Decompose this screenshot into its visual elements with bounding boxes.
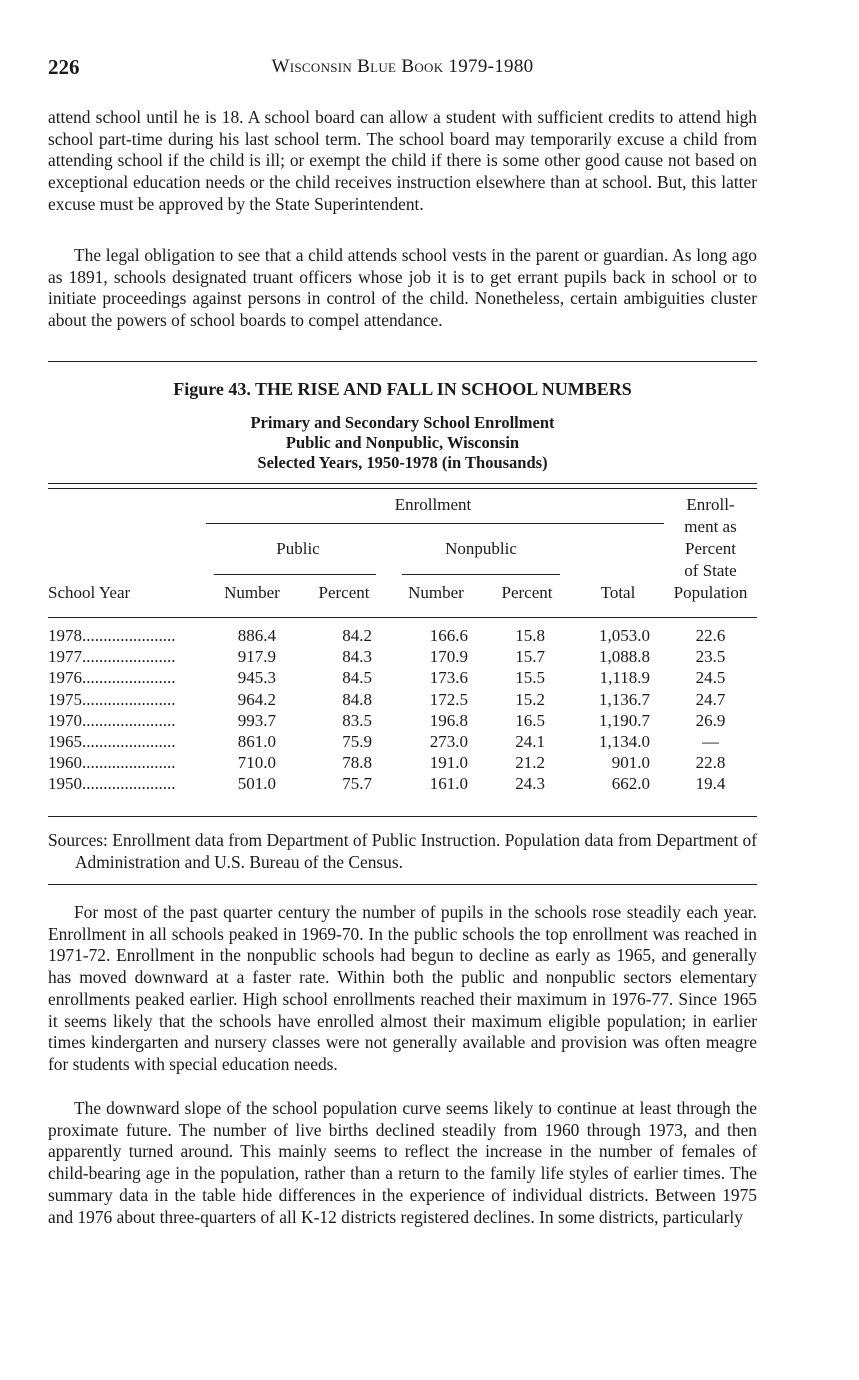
cell-nonpublic-percent: 15.7	[515, 647, 545, 667]
cell-nonpublic-percent: 24.3	[515, 774, 545, 794]
table-row	[48, 667, 757, 688]
header-public: Public	[276, 539, 320, 558]
cell-state-percent: 24.7	[695, 689, 726, 709]
table-row	[48, 625, 757, 646]
header-enroll-pct-line-1: Enroll-	[686, 495, 735, 514]
header-public-number: Number	[224, 583, 280, 602]
body-paragraph-2: The legal obligation to see that a child attends school vests in the parent or guardian. As long ago as 1891, schools designated truant officers whose job it is to get errant pupils back in school or to initiate proceedings against persons in control of the child. Nonetheless, certain ambiguities cluster about the powers of school boards to compel attendance.	[48, 245, 757, 331]
cell-total: 1,118.9	[599, 668, 650, 688]
cell-nonpublic-number: 161.0	[429, 774, 468, 794]
running-title: Wisconsin Blue Book 1979-1980	[271, 56, 534, 77]
cell-nonpublic-number: 273.0	[429, 731, 468, 751]
cell-nonpublic-number: 166.6	[429, 626, 468, 645]
table-row	[48, 773, 757, 794]
body-paragraph-4: The downward slope of the school population curve seems likely to continue at least through the proximate future. The number of live births declined steadily from 1960 through 1973, and then apparently turned around. This mainly seems to reflect the increase in the number of females of child-bearing age in the population, rather than a return to the family life styles of earlier times. The summary data in the table hide differences in the experience of individual districts. Between 1975 and 1976 about three-quarters of all K-12 districts registered declines. In some districts, particularly	[48, 1098, 757, 1227]
header-enroll-pct-line-5: Population	[673, 583, 748, 602]
table-header-rule	[48, 617, 757, 618]
cell-nonpublic-number: 172.5	[429, 689, 468, 709]
cell-public-percent: 83.5	[342, 710, 372, 730]
header-nonpublic-rule	[402, 574, 560, 575]
header-public-rule	[214, 574, 376, 575]
cell-state-percent: 22.6	[695, 626, 726, 645]
cell-public-number: 945.3	[237, 668, 276, 688]
cell-public-number: 710.0	[237, 753, 276, 773]
cell-public-percent: 75.7	[342, 774, 372, 794]
cell-public-percent: 84.8	[342, 689, 372, 709]
table-row	[48, 731, 757, 752]
figure-top-rule	[48, 361, 757, 362]
cell-state-percent: 24.5	[695, 668, 726, 688]
cell-total: 901.0	[611, 753, 650, 773]
header-enrollment: Enrollment	[394, 495, 472, 514]
header-enrollment-percent-state	[664, 494, 757, 604]
cell-year: 1975......................	[48, 689, 176, 709]
cell-nonpublic-percent: 21.2	[515, 753, 545, 773]
cell-nonpublic-number: 173.6	[429, 668, 468, 688]
cell-total: 1,134.0	[599, 731, 650, 751]
cell-year: 1965......................	[48, 731, 176, 751]
cell-nonpublic-number: 170.9	[429, 647, 468, 667]
cell-public-percent: 75.9	[342, 731, 372, 751]
figure-subtitle-line-1: Primary and Secondary School Enrollment	[250, 413, 555, 432]
figure-subtitle	[48, 413, 757, 473]
figure-bottom-rule	[48, 884, 757, 885]
cell-public-number: 917.9	[237, 647, 276, 667]
cell-public-number: 861.0	[237, 731, 276, 751]
table-top-rule-2	[48, 488, 757, 489]
cell-total: 1,136.7	[599, 689, 650, 709]
cell-total: 662.0	[611, 774, 650, 794]
figure-sources: Sources: Enrollment data from Department of Public Instruction. Population data from Department of Administration and U.S. Bureau of the Census.	[48, 830, 757, 872]
cell-nonpublic-percent: 15.8	[515, 626, 545, 645]
cell-year: 1978......................	[48, 626, 176, 645]
cell-year: 1976......................	[48, 668, 176, 688]
cell-year: 1950......................	[48, 774, 176, 794]
header-nonpublic: Nonpublic	[445, 539, 517, 558]
cell-public-percent: 78.8	[342, 753, 372, 773]
table-bottom-rule	[48, 816, 757, 817]
cell-state-percent: —	[702, 731, 719, 751]
cell-public-number: 886.4	[237, 626, 276, 645]
header-school-year: School Year	[48, 583, 131, 602]
header-enroll-pct-line-3: Percent	[685, 539, 736, 558]
cell-total: 1,190.7	[599, 710, 650, 730]
header-nonpublic-percent: Percent	[501, 583, 553, 602]
cell-public-number: 964.2	[237, 689, 276, 709]
cell-state-percent: 26.9	[695, 710, 726, 730]
cell-total: 1,088.8	[599, 647, 650, 667]
cell-nonpublic-percent: 15.5	[515, 668, 545, 688]
table-row	[48, 689, 757, 710]
figure-subtitle-line-3: Selected Years, 1950-1978 (in Thousands)	[257, 453, 548, 472]
cell-public-percent: 84.5	[342, 668, 372, 688]
cell-state-percent: 23.5	[695, 647, 726, 667]
cell-public-percent: 84.2	[342, 626, 372, 645]
cell-nonpublic-percent: 24.1	[515, 731, 545, 751]
cell-year: 1977......................	[48, 647, 176, 667]
header-total: Total	[600, 583, 636, 602]
cell-public-number: 993.7	[237, 710, 276, 730]
cell-year: 1970......................	[48, 710, 176, 730]
cell-public-percent: 84.3	[342, 647, 372, 667]
table-body	[48, 625, 757, 795]
cell-year: 1960......................	[48, 753, 176, 773]
figure-subtitle-line-2: Public and Nonpublic, Wisconsin	[285, 433, 520, 452]
page-number: 226	[48, 55, 80, 79]
cell-state-percent: 19.4	[695, 774, 726, 794]
header-public-percent: Percent	[318, 583, 370, 602]
cell-nonpublic-percent: 15.2	[515, 689, 545, 709]
table-row	[48, 710, 757, 731]
page-header	[48, 55, 757, 83]
cell-nonpublic-number: 196.8	[429, 710, 468, 730]
cell-state-percent: 22.8	[695, 753, 726, 773]
table-row	[48, 752, 757, 773]
cell-nonpublic-percent: 16.5	[515, 710, 545, 730]
header-nonpublic-number: Number	[408, 583, 464, 602]
cell-nonpublic-number: 191.0	[429, 753, 468, 773]
table-row	[48, 646, 757, 667]
cell-public-number: 501.0	[237, 774, 276, 794]
header-enroll-pct-line-2: ment as	[684, 517, 737, 536]
body-paragraph-1: attend school until he is 18. A school board can allow a student with sufficient credits to attend high school part-time during his last school term. The school board may temporarily excuse a child from attending school if the child is ill; or exempt the child if there is some other good cause not based on exceptional education needs or the child receives instruction elsewhere than at school. But, this latter excuse must be approved by the State Superintendent.	[48, 107, 757, 214]
body-paragraph-3: For most of the past quarter century the number of pupils in the schools rose steadily each year. Enrollment in all schools peaked in 1969-70. In the public schools the top enrollment was reached in 1971-72. Enrollment in the nonpublic schools had begun to decline as early as 1965, and generally has moved downward at a faster rate. Within both the public and nonpublic sectors elementary enrollments peaked earlier. High school enrollments reached their maximum in 1976-77. Since 1965 it seems likely that the schools have enrolled almost their maximum eligible population; in earlier times kindergarten and nursery classes were not generally available and provision was often meagre for students with special education needs.	[48, 902, 757, 1074]
header-enrollment-rule	[206, 523, 664, 524]
table-top-rule-1	[48, 483, 757, 484]
cell-total: 1,053.0	[599, 626, 650, 645]
figure-title: Figure 43. THE RISE AND FALL IN SCHOOL NUMBERS	[173, 379, 632, 399]
header-enroll-pct-line-4: of State	[684, 561, 737, 580]
